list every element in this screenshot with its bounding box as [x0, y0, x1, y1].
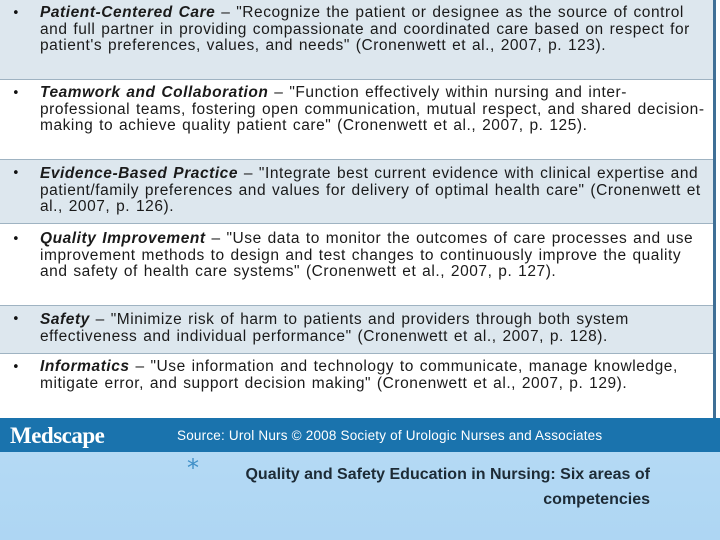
competency-term: Evidence-Based Practice — [40, 165, 239, 182]
competency-term: Teamwork and Collaboration — [40, 84, 269, 101]
competency-description: – "Minimize risk of harm to patients and providers through both system effectiveness and individual performance" (Cronenwett et al., 2007, p. 128). — [40, 311, 629, 345]
competency-description: – "Use information and technology to communicate, manage knowledge, mitigate error, and support decision making" (Cronenwett et al., 2007, p. 129). — [40, 358, 678, 392]
competency-text — [40, 5, 705, 55]
bullet-icon: • — [12, 166, 20, 181]
source-footer — [0, 418, 720, 452]
competency-text — [40, 166, 705, 216]
competency-text — [40, 231, 705, 281]
competency-text — [40, 312, 705, 345]
bullet-icon: • — [12, 232, 20, 247]
competency-term: Informatics — [40, 358, 130, 375]
competency-description: – "Function effectively within nursing and inter-professional teams, fostering open communication, mutual respect, and shared decision-making to achieve quality patient care" (Cronenwett et al., 2007, p. 125). — [40, 84, 705, 134]
bullet-icon: • — [12, 6, 20, 21]
competency-description: – "Use data to monitor the outcomes of care processes and use improvement methods to design and test changes to continuously improve the quality and safety of health care systems" (Cronenwett et al., 2007, p. 127). — [40, 230, 694, 280]
competency-row-quality-improvement — [0, 224, 713, 306]
bullet-icon: • — [12, 86, 20, 101]
source-credit: Source: Urol Nurs © 2008 Society of Urologic Nurses and Associates — [177, 428, 603, 443]
competency-row-safety — [0, 306, 713, 354]
competency-text — [40, 359, 705, 392]
medscape-logo: Medscape — [10, 423, 105, 448]
competency-row-informatics — [0, 354, 713, 418]
bullet-icon: • — [12, 360, 20, 375]
competency-row-teamwork-and-collaboration — [0, 80, 713, 160]
asterisk-bullet-icon: * — [187, 454, 199, 482]
competency-term: Quality Improvement — [40, 230, 206, 247]
competency-term: Patient-Centered Care — [40, 4, 216, 21]
competency-text — [40, 85, 705, 135]
competency-row-evidence-based-practice — [0, 160, 713, 224]
competency-description: – "Recognize the patient or designee as the source of control and full partner in providing compassionate and coordinated care based on respect for patient's preferences, values, and needs" (Cronenwett et al., 2007, p. 123). — [40, 4, 690, 54]
competency-row-patient-centered-care — [0, 0, 713, 80]
bullet-icon: • — [12, 312, 20, 327]
competency-description: – "Integrate best current evidence with clinical expertise and patient/family preferences and values for delivery of optimal health care" (Cronenwett et al., 2007, p. 126). — [40, 165, 701, 215]
slide-caption: Quality and Safety Education in Nursing: Six areas of competencies — [245, 466, 650, 508]
competency-term: Safety — [40, 311, 90, 328]
